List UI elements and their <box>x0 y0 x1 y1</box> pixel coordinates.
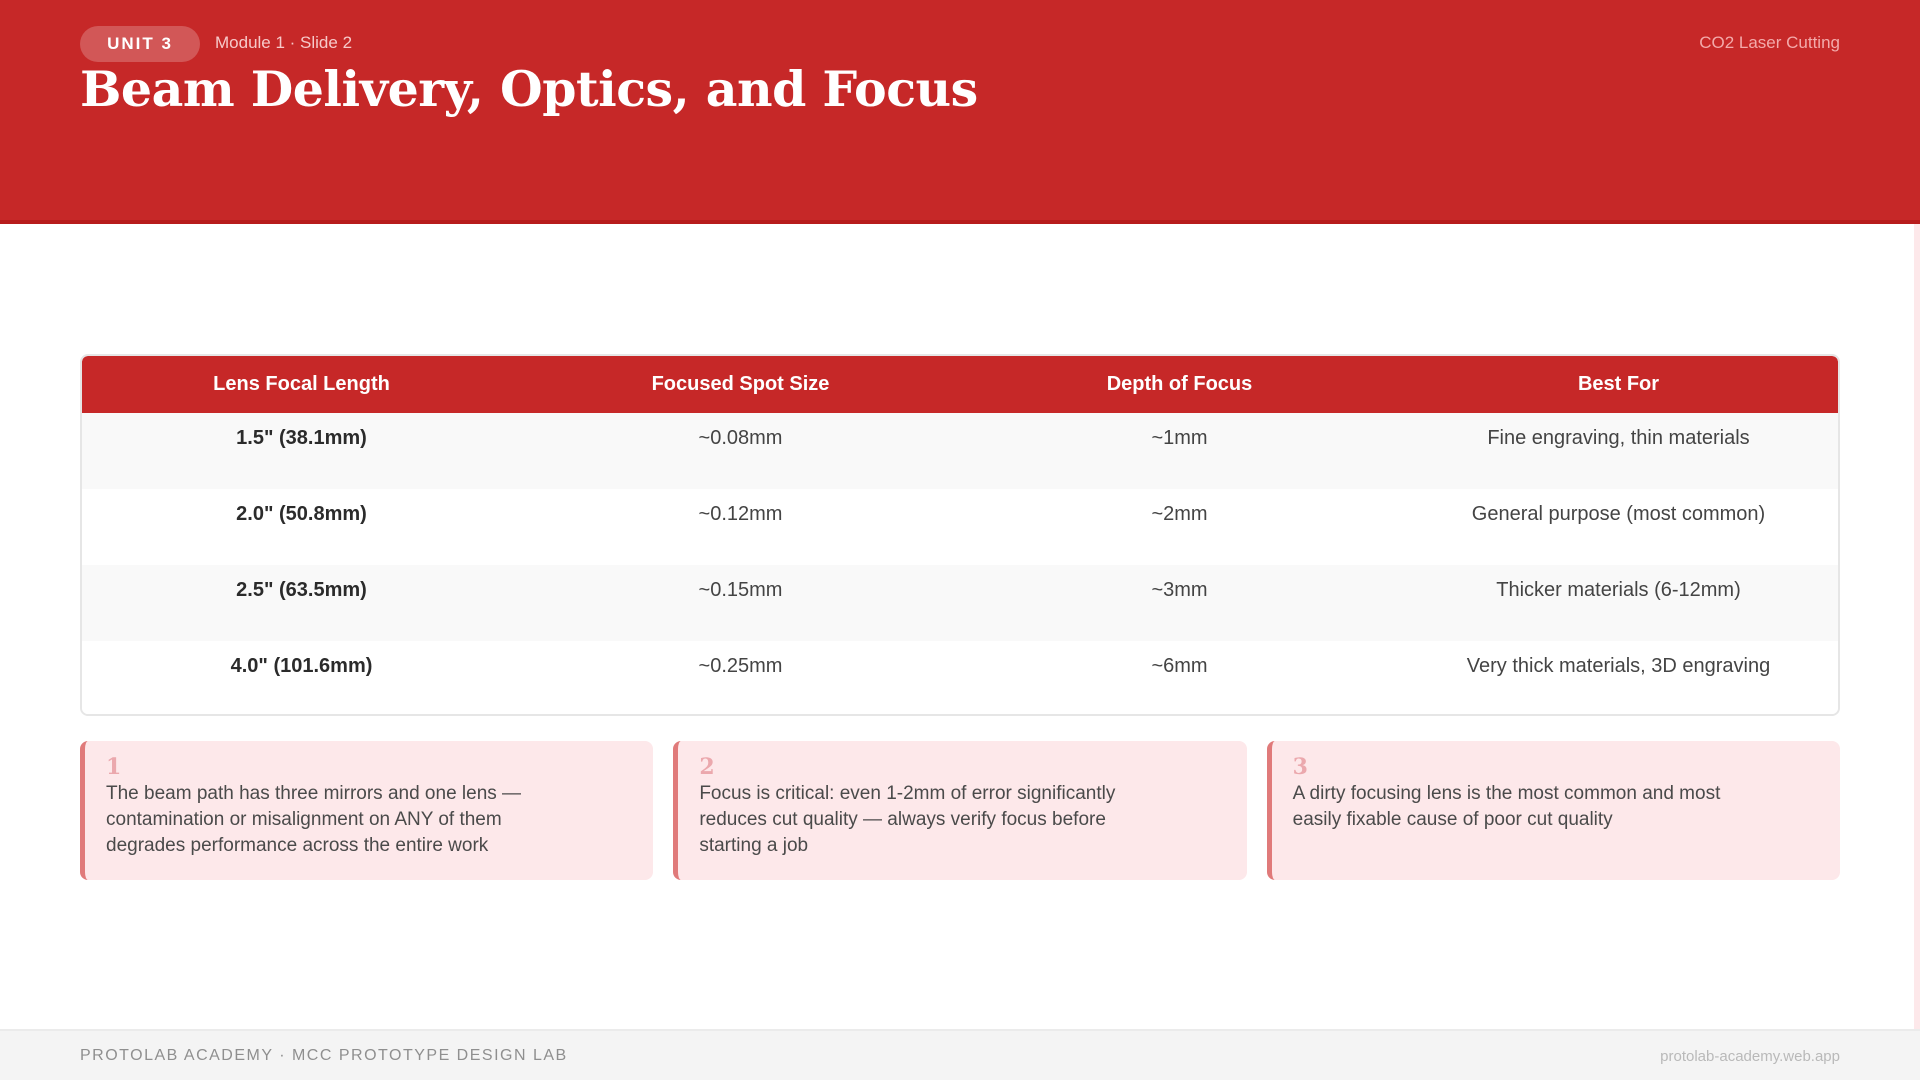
slide-footer <box>0 1029 1920 1080</box>
side-accent-strip <box>1914 224 1920 1029</box>
page-title: Beam Delivery, Optics, and Focus <box>80 60 978 118</box>
column-header: Lens Focal Length <box>213 373 390 395</box>
key-point-number: 1 <box>106 754 122 780</box>
column-header: Best For <box>1577 373 1660 395</box>
table-cell-spot-size: ~0.15mm <box>698 579 783 601</box>
key-points <box>80 741 1840 880</box>
table-cell-best-for: Very thick materials, 3D engraving <box>1466 655 1771 677</box>
table-cell-focal-length: 1.5" (38.1mm) <box>236 427 367 449</box>
table-cell-depth-of-focus: ~6mm <box>1151 655 1208 677</box>
table-cell-best-for: Fine engraving, thin materials <box>1487 427 1750 449</box>
footer-site-link[interactable]: protolab-academy.web.app <box>1660 1048 1840 1065</box>
lens-comparison-table <box>80 354 1840 716</box>
table-header-row <box>82 356 1838 413</box>
footer-org-label: PROTOLAB ACADEMY · MCC PROTOTYPE DESIGN LAB <box>80 1047 568 1064</box>
table-row <box>82 641 1838 716</box>
table-cell-depth-of-focus: ~2mm <box>1151 503 1208 525</box>
table-cell-spot-size: ~0.12mm <box>698 503 783 525</box>
table-cell-depth-of-focus: ~1mm <box>1151 427 1208 449</box>
column-header: Focused Spot Size <box>651 373 830 395</box>
key-point-text: A dirty focusing lens is the most common and most easily fixable cause of poor cut quality <box>1292 783 1721 830</box>
column-header: Depth of Focus <box>1106 373 1253 395</box>
key-point-card <box>1267 741 1840 880</box>
slide-header <box>0 0 1920 224</box>
table-cell-depth-of-focus: ~3mm <box>1151 579 1208 601</box>
table-cell-spot-size: ~0.25mm <box>698 655 783 677</box>
table-cell-best-for: Thicker materials (6-12mm) <box>1496 579 1741 601</box>
key-point-card <box>80 741 653 880</box>
table-cell-focal-length: 2.5" (63.5mm) <box>236 579 367 601</box>
key-point-card <box>673 741 1246 880</box>
table-cell-focal-length: 2.0" (50.8mm) <box>236 503 367 525</box>
key-point-text: Focus is critical: even 1-2mm of error significantly reduces cut quality — always verify focus before starting a job <box>699 783 1116 856</box>
key-point-text: The beam path has three mirrors and one lens — contamination or misalignment on ANY of them degrades performance across the entire work <box>106 783 522 856</box>
key-point-number: 3 <box>1292 754 1308 780</box>
course-label: CO2 Laser Cutting <box>1699 33 1840 52</box>
table-cell-focal-length: 4.0" (101.6mm) <box>230 655 373 677</box>
table-row <box>82 489 1838 565</box>
unit-badge: UNIT 3 <box>80 26 200 62</box>
table-cell-best-for: General purpose (most common) <box>1471 503 1766 525</box>
key-point-number: 2 <box>699 754 715 780</box>
breadcrumb: Module 1 · Slide 2 <box>215 33 353 52</box>
table-row <box>82 565 1838 641</box>
table-row <box>82 413 1838 489</box>
table-cell-spot-size: ~0.08mm <box>698 427 783 449</box>
